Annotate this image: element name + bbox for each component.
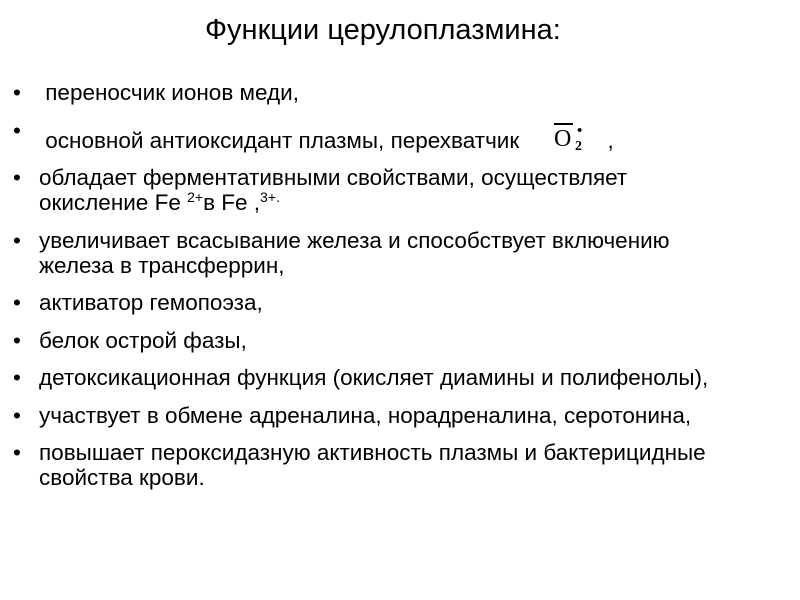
- bullet-icon: •: [13, 365, 21, 390]
- item-text-suffix: ,: [601, 127, 614, 153]
- item-text: переносчик ионов меди,: [39, 80, 299, 105]
- function-list: [0, 80, 740, 503]
- fe-oxidation-state-3: 3+.: [260, 189, 280, 205]
- bullet-icon: •: [13, 402, 21, 428]
- list-item: [0, 165, 740, 215]
- item-text-mid: в Fe ,: [203, 190, 261, 215]
- bullet-icon: •: [13, 327, 21, 353]
- o2-dot: •: [577, 122, 583, 139]
- bullet-icon: •: [13, 440, 21, 465]
- item-text: увеличивает всасывание железа и способствует включению железа в трансферрин,: [39, 227, 670, 278]
- item-text: основной антиоксидант плазмы, перехватчик: [39, 127, 520, 153]
- item-text: активатор гемопоэза,: [39, 290, 263, 315]
- bullet-icon: •: [13, 290, 21, 315]
- bullet-icon: •: [13, 227, 21, 253]
- item-text: участвует в обмене адреналина, норадреналина, серотонина,: [39, 402, 692, 428]
- list-item: [0, 228, 740, 278]
- bullet-icon: •: [13, 165, 21, 190]
- list-item: [0, 440, 740, 490]
- item-text: белок острой фазы,: [39, 327, 247, 353]
- item-text: детоксикационная функция (окисляет диамины и полифенолы),: [39, 365, 709, 390]
- slide-title: Функции церулоплазмина:: [205, 14, 561, 46]
- bullet-icon: •: [13, 80, 21, 105]
- item-text: повышает пероксидазную активность плазмы и бактерицидные свойства крови.: [39, 440, 706, 490]
- list-item: [0, 365, 740, 390]
- list-item: [0, 290, 740, 315]
- list-item: [0, 403, 740, 428]
- o2-subscript: 2: [575, 138, 583, 151]
- fe-oxidation-state-2: 2+: [187, 189, 204, 205]
- item-text: обладает ферментативными свойствами, осуществляет окисление Fe: [39, 165, 628, 215]
- list-item: [0, 328, 740, 353]
- o2-letter: O: [554, 125, 572, 151]
- list-item: [0, 118, 740, 153]
- superoxide-symbol-icon: [553, 121, 589, 151]
- list-item: [0, 80, 740, 105]
- bullet-icon: •: [13, 117, 21, 143]
